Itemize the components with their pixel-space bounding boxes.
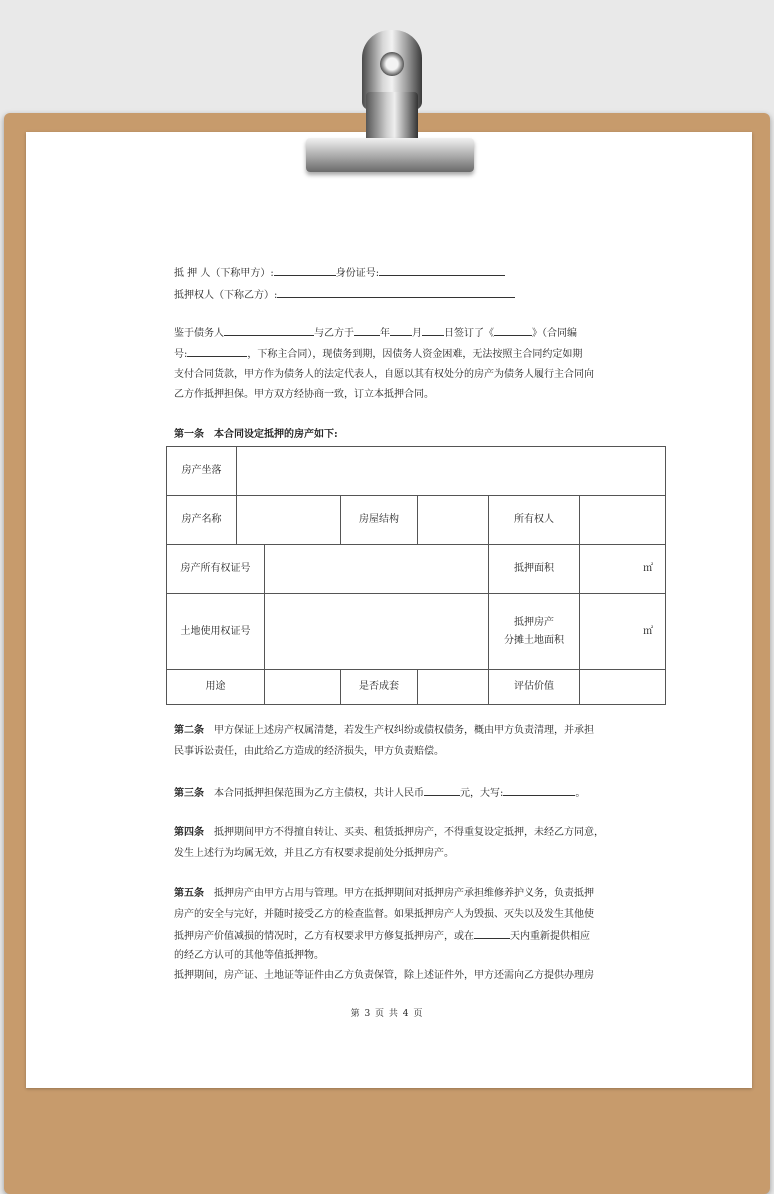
article2-line-1 xyxy=(174,721,594,736)
location-cell[interactable] xyxy=(237,447,666,496)
intro-text: 号: xyxy=(174,349,188,360)
land-area-label-1: 抵押房产 xyxy=(514,616,554,628)
clip-lever-icon xyxy=(366,92,418,142)
name-label: 房产名称 xyxy=(167,496,237,545)
article5-text: 抵押房产由甲方占用与管理。甲方在抵押期间对抵押房产承担维修养护义务，负责抵押 xyxy=(214,888,594,899)
complete-label: 是否成套 xyxy=(341,670,418,705)
month-blank[interactable] xyxy=(390,323,412,336)
article4-line-2: 发生上述行为均属无效，并且乙方有权要求提前处分抵押房产。 xyxy=(174,848,454,859)
owner-cell[interactable] xyxy=(580,496,666,545)
amount-blank[interactable] xyxy=(424,783,460,796)
intro-text: 鉴于债务人 xyxy=(174,328,224,339)
intro-text: 与乙方于 xyxy=(314,328,354,339)
mortgagor-line xyxy=(174,263,505,279)
article1-title: 第一条 本合同设定抵押的房产如下: xyxy=(174,429,338,440)
location-label: 房产坐落 xyxy=(167,447,237,496)
contract-name-blank[interactable] xyxy=(494,323,532,336)
article4-line-1 xyxy=(174,823,604,838)
article5-line-3 xyxy=(174,926,590,942)
article2-text: 甲方保证上述房产权属清楚，若发生产权纠纷或债权债务，概由甲方负责清理，并承担 xyxy=(214,725,594,736)
year-blank[interactable] xyxy=(354,323,380,336)
debtor-blank[interactable] xyxy=(224,323,314,336)
complete-cell[interactable] xyxy=(418,670,489,705)
mortgagor-blank[interactable] xyxy=(274,263,336,276)
clip-base-icon xyxy=(306,138,474,172)
intro-text: 日签订了《 xyxy=(444,328,494,339)
land-cert-label: 土地使用权证号 xyxy=(167,594,265,670)
mortgagor-label: 抵 押 人（下称甲方）: xyxy=(174,268,274,279)
article4-text: 抵押期间甲方不得擅自转让、买卖、租赁抵押房产，不得重复设定抵押，未经乙方同意， xyxy=(214,827,604,838)
owner-label: 所有权人 xyxy=(489,496,580,545)
article2-label: 第二条 xyxy=(174,725,204,736)
intro-text: 年 xyxy=(380,328,390,339)
article5-line-5: 抵押期间，房产证、土地证等证件由乙方负责保管，除上述证件外，甲方还需向乙方提供办理房 xyxy=(174,970,594,981)
intro-line-2 xyxy=(174,344,582,360)
intro-line-3: 支付合同货款，甲方作为债务人的法定代表人，自愿以其有权处分的房产为债务人履行主合同向 xyxy=(174,369,594,380)
article2-line-2: 民事诉讼责任，由此给乙方造成的经济损失，甲方负责赔偿。 xyxy=(174,746,444,757)
mortgagee-label: 抵押权人（下称乙方）: xyxy=(174,290,278,301)
land-cert-cell[interactable] xyxy=(265,594,489,670)
property-table xyxy=(166,446,666,705)
article5-line-4: 的经乙方认可的其他等值抵押物。 xyxy=(174,950,324,961)
article5-label: 第五条 xyxy=(174,888,204,899)
day-blank[interactable] xyxy=(422,323,444,336)
contract-no-blank[interactable] xyxy=(187,344,247,357)
intro-text: 月 xyxy=(412,328,422,339)
intro-text: 》（合同编 xyxy=(532,328,577,339)
id-label: 身份证号: xyxy=(335,268,380,279)
mortgagee-line xyxy=(174,285,515,301)
intro-line-4: 乙方作抵押担保。甲方双方经协商一致，订立本抵押合同。 xyxy=(174,389,434,400)
article3-label: 第三条 xyxy=(174,788,204,799)
intro-line-1 xyxy=(174,323,577,339)
land-area-label-2: 分摊土地面积 xyxy=(504,634,564,646)
land-area-unit[interactable]: ㎡ xyxy=(580,594,666,670)
intro-text: ，下称主合同），现债务到期，因债务人资金困难，无法按照主合同约定如期 xyxy=(247,349,583,360)
cert-label: 房产所有权证号 xyxy=(167,545,265,594)
page-number: 第 3 页 共 4 页 xyxy=(350,1009,424,1019)
article5-line-2: 房产的安全与完好，并随时接受乙方的检查监督。如果抵押房产人为毁损、灭失以及发生其他使 xyxy=(174,909,594,920)
land-area-label xyxy=(489,594,580,670)
article5-line-1 xyxy=(174,884,594,899)
article3-line xyxy=(174,783,585,799)
name-cell[interactable] xyxy=(237,496,341,545)
clip-hole-icon xyxy=(380,52,404,76)
structure-cell[interactable] xyxy=(418,496,489,545)
article3-text: 。 xyxy=(575,788,586,799)
days-blank[interactable] xyxy=(474,926,510,939)
amount-words-blank[interactable] xyxy=(503,783,575,796)
area-label: 抵押面积 xyxy=(489,545,580,594)
structure-label: 房屋结构 xyxy=(341,496,418,545)
mortgagee-blank[interactable] xyxy=(277,285,515,298)
article3-text: 元，大写: xyxy=(460,788,504,799)
usage-label: 用途 xyxy=(167,670,265,705)
usage-cell[interactable] xyxy=(265,670,341,705)
article3-text: 本合同抵押担保范围为乙方主债权，共计人民币 xyxy=(214,788,424,799)
article5-text: 天内重新提供相应 xyxy=(510,931,590,942)
area-unit[interactable]: ㎡ xyxy=(580,545,666,594)
id-blank[interactable] xyxy=(379,263,505,276)
value-label: 评估价值 xyxy=(489,670,580,705)
cert-cell[interactable] xyxy=(265,545,489,594)
article4-label: 第四条 xyxy=(174,827,204,838)
article5-text: 抵押房产价值减损的情况时，乙方有权要求甲方修复抵押房产，或在 xyxy=(174,931,474,942)
value-cell[interactable] xyxy=(580,670,666,705)
